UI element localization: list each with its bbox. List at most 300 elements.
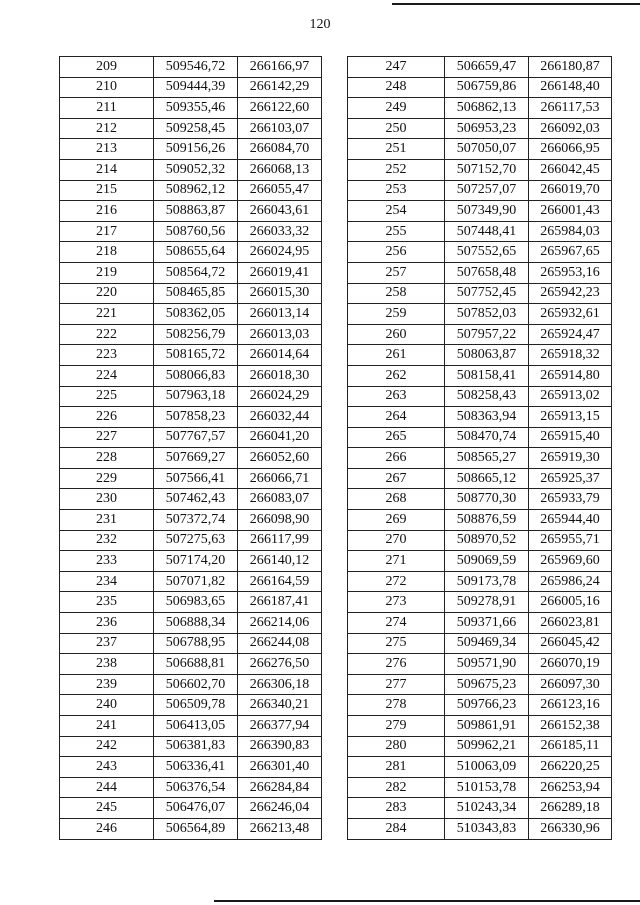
x-coordinate-cell: 510063,09 [445,757,529,778]
table-row [348,221,612,242]
coordinates-table-left [59,56,322,840]
point-number-cell: 251 [348,139,445,160]
y-coordinate-cell: 266284,84 [238,777,322,798]
x-coordinate-cell: 508465,85 [154,283,238,304]
y-coordinate-cell: 266306,18 [238,674,322,695]
table-row [60,613,322,634]
y-coordinate-cell: 266066,71 [238,468,322,489]
x-coordinate-cell: 507858,23 [154,407,238,428]
x-coordinate-cell: 509371,66 [445,613,529,634]
y-coordinate-cell: 266019,41 [238,262,322,283]
y-coordinate-cell: 266377,94 [238,716,322,737]
x-coordinate-cell: 506688,81 [154,654,238,675]
y-coordinate-cell: 265984,03 [529,221,612,242]
x-coordinate-cell: 509766,23 [445,695,529,716]
table-row [60,674,322,695]
table-row [60,324,322,345]
table-row [60,798,322,819]
x-coordinate-cell: 509962,21 [445,736,529,757]
point-number-cell: 255 [348,221,445,242]
y-coordinate-cell: 265919,30 [529,448,612,469]
table-row [348,427,612,448]
x-coordinate-cell: 507462,43 [154,489,238,510]
point-number-cell: 264 [348,407,445,428]
table-row [348,757,612,778]
table-row [60,386,322,407]
table-row [60,98,322,119]
y-coordinate-cell: 266066,95 [529,139,612,160]
x-coordinate-cell: 509156,26 [154,139,238,160]
point-number-cell: 263 [348,386,445,407]
y-coordinate-cell: 265986,24 [529,571,612,592]
table-row [348,283,612,304]
y-coordinate-cell: 266140,12 [238,551,322,572]
table-row [348,592,612,613]
y-coordinate-cell: 266042,45 [529,159,612,180]
point-number-cell: 244 [60,777,154,798]
point-number-cell: 273 [348,592,445,613]
point-number-cell: 237 [60,633,154,654]
x-coordinate-cell: 508760,56 [154,221,238,242]
table-row [348,407,612,428]
y-coordinate-cell: 265933,79 [529,489,612,510]
x-coordinate-cell: 510243,34 [445,798,529,819]
point-number-cell: 280 [348,736,445,757]
table-row [60,57,322,78]
x-coordinate-cell: 508565,27 [445,448,529,469]
x-coordinate-cell: 506509,78 [154,695,238,716]
table-row [60,242,322,263]
y-coordinate-cell: 266289,18 [529,798,612,819]
table-row [348,139,612,160]
point-number-cell: 257 [348,262,445,283]
y-coordinate-cell: 266340,21 [238,695,322,716]
point-number-cell: 245 [60,798,154,819]
y-coordinate-cell: 266390,83 [238,736,322,757]
y-coordinate-cell: 266024,29 [238,386,322,407]
point-number-cell: 270 [348,530,445,551]
x-coordinate-cell: 509278,91 [445,592,529,613]
point-number-cell: 239 [60,674,154,695]
x-coordinate-cell: 508165,72 [154,345,238,366]
x-coordinate-cell: 508470,74 [445,427,529,448]
point-number-cell: 215 [60,180,154,201]
table-row [60,365,322,386]
point-number-cell: 234 [60,571,154,592]
point-number-cell: 271 [348,551,445,572]
y-coordinate-cell: 266148,40 [529,77,612,98]
point-number-cell: 242 [60,736,154,757]
table-row [60,304,322,325]
x-coordinate-cell: 508962,12 [154,180,238,201]
table-row [60,777,322,798]
x-coordinate-cell: 509258,45 [154,118,238,139]
point-number-cell: 274 [348,613,445,634]
point-number-cell: 283 [348,798,445,819]
y-coordinate-cell: 266083,07 [238,489,322,510]
x-coordinate-cell: 508066,83 [154,365,238,386]
x-coordinate-cell: 507752,45 [445,283,529,304]
x-coordinate-cell: 506413,05 [154,716,238,737]
table-row [60,654,322,675]
y-coordinate-cell: 266068,13 [238,159,322,180]
y-coordinate-cell: 265967,65 [529,242,612,263]
table-row [348,448,612,469]
y-coordinate-cell: 266180,87 [529,57,612,78]
x-coordinate-cell: 507372,74 [154,510,238,531]
x-coordinate-cell: 507963,18 [154,386,238,407]
x-coordinate-cell: 509861,91 [445,716,529,737]
point-number-cell: 224 [60,365,154,386]
x-coordinate-cell: 506953,23 [445,118,529,139]
table-row [348,365,612,386]
table-row [60,489,322,510]
point-number-cell: 248 [348,77,445,98]
point-number-cell: 252 [348,159,445,180]
y-coordinate-cell: 266187,41 [238,592,322,613]
table-row [60,818,322,839]
table-row [348,345,612,366]
x-coordinate-cell: 507174,20 [154,551,238,572]
y-coordinate-cell: 266253,94 [529,777,612,798]
x-coordinate-cell: 508655,64 [154,242,238,263]
point-number-cell: 243 [60,757,154,778]
table-row [348,201,612,222]
y-coordinate-cell: 266041,20 [238,427,322,448]
table-row [348,159,612,180]
x-coordinate-cell: 507050,07 [445,139,529,160]
point-number-cell: 227 [60,427,154,448]
point-number-cell: 265 [348,427,445,448]
table-row [348,304,612,325]
table-row [348,818,612,839]
point-number-cell: 259 [348,304,445,325]
x-coordinate-cell: 509571,90 [445,654,529,675]
x-coordinate-cell: 506602,70 [154,674,238,695]
table-row [348,262,612,283]
y-coordinate-cell: 266001,43 [529,201,612,222]
y-coordinate-cell: 266032,44 [238,407,322,428]
point-number-cell: 214 [60,159,154,180]
x-coordinate-cell: 510343,83 [445,818,529,839]
table-row [60,592,322,613]
table-row [60,345,322,366]
x-coordinate-cell: 509675,23 [445,674,529,695]
y-coordinate-cell: 266103,07 [238,118,322,139]
scan-edge-line-bottom [214,900,640,902]
y-coordinate-cell: 266045,42 [529,633,612,654]
x-coordinate-cell: 508665,12 [445,468,529,489]
y-coordinate-cell: 265955,71 [529,530,612,551]
x-coordinate-cell: 509069,59 [445,551,529,572]
page-number: 120 [309,17,331,32]
y-coordinate-cell: 266015,30 [238,283,322,304]
table-row [348,510,612,531]
point-number-cell: 225 [60,386,154,407]
table-row [348,716,612,737]
point-number-cell: 261 [348,345,445,366]
x-coordinate-cell: 510153,78 [445,777,529,798]
point-number-cell: 266 [348,448,445,469]
y-coordinate-cell: 265915,40 [529,427,612,448]
x-coordinate-cell: 507566,41 [154,468,238,489]
y-coordinate-cell: 266142,29 [238,77,322,98]
x-coordinate-cell: 506476,07 [154,798,238,819]
point-number-cell: 213 [60,139,154,160]
x-coordinate-cell: 508258,43 [445,386,529,407]
x-coordinate-cell: 509052,32 [154,159,238,180]
x-coordinate-cell: 507767,57 [154,427,238,448]
x-coordinate-cell: 507071,82 [154,571,238,592]
point-number-cell: 221 [60,304,154,325]
y-coordinate-cell: 266117,99 [238,530,322,551]
point-number-cell: 276 [348,654,445,675]
x-coordinate-cell: 507257,07 [445,180,529,201]
coordinates-table-right [347,56,612,840]
y-coordinate-cell: 265942,23 [529,283,612,304]
point-number-cell: 262 [348,365,445,386]
x-coordinate-cell: 509173,78 [445,571,529,592]
x-coordinate-cell: 509546,72 [154,57,238,78]
x-coordinate-cell: 506376,54 [154,777,238,798]
table-row [348,571,612,592]
x-coordinate-cell: 506983,65 [154,592,238,613]
table-row [348,777,612,798]
y-coordinate-cell: 266018,30 [238,365,322,386]
point-number-cell: 267 [348,468,445,489]
table-row [348,386,612,407]
point-number-cell: 260 [348,324,445,345]
x-coordinate-cell: 509444,39 [154,77,238,98]
table-row [348,77,612,98]
x-coordinate-cell: 506659,47 [445,57,529,78]
y-coordinate-cell: 266214,06 [238,613,322,634]
table-row [60,716,322,737]
y-coordinate-cell: 265914,80 [529,365,612,386]
point-number-cell: 279 [348,716,445,737]
table-row [348,324,612,345]
point-number-cell: 275 [348,633,445,654]
x-coordinate-cell: 508564,72 [154,262,238,283]
y-coordinate-cell: 266246,04 [238,798,322,819]
point-number-cell: 236 [60,613,154,634]
y-coordinate-cell: 265913,15 [529,407,612,428]
x-coordinate-cell: 507349,90 [445,201,529,222]
x-coordinate-cell: 507957,22 [445,324,529,345]
table-row [60,633,322,654]
point-number-cell: 268 [348,489,445,510]
y-coordinate-cell: 266013,03 [238,324,322,345]
x-coordinate-cell: 507669,27 [154,448,238,469]
y-coordinate-cell: 266014,64 [238,345,322,366]
y-coordinate-cell: 266005,16 [529,592,612,613]
point-number-cell: 233 [60,551,154,572]
y-coordinate-cell: 266023,81 [529,613,612,634]
x-coordinate-cell: 506862,13 [445,98,529,119]
point-number-cell: 269 [348,510,445,531]
point-number-cell: 238 [60,654,154,675]
table-row [348,468,612,489]
point-number-cell: 256 [348,242,445,263]
y-coordinate-cell: 265944,40 [529,510,612,531]
point-number-cell: 222 [60,324,154,345]
point-number-cell: 210 [60,77,154,98]
y-coordinate-cell: 266055,47 [238,180,322,201]
x-coordinate-cell: 508770,30 [445,489,529,510]
y-coordinate-cell: 265969,60 [529,551,612,572]
y-coordinate-cell: 266330,96 [529,818,612,839]
y-coordinate-cell: 266123,16 [529,695,612,716]
point-number-cell: 246 [60,818,154,839]
point-number-cell: 230 [60,489,154,510]
table-row [60,736,322,757]
y-coordinate-cell: 265932,61 [529,304,612,325]
table-row [60,510,322,531]
point-number-cell: 235 [60,592,154,613]
x-coordinate-cell: 507552,65 [445,242,529,263]
table-row [348,613,612,634]
point-number-cell: 249 [348,98,445,119]
point-number-cell: 250 [348,118,445,139]
point-number-cell: 258 [348,283,445,304]
table-row [60,551,322,572]
point-number-cell: 232 [60,530,154,551]
x-coordinate-cell: 508970,52 [445,530,529,551]
y-coordinate-cell: 266098,90 [238,510,322,531]
table-row [60,407,322,428]
y-coordinate-cell: 265924,47 [529,324,612,345]
y-coordinate-cell: 265953,16 [529,262,612,283]
y-coordinate-cell: 266097,30 [529,674,612,695]
y-coordinate-cell: 266092,03 [529,118,612,139]
x-coordinate-cell: 506381,83 [154,736,238,757]
y-coordinate-cell: 266043,61 [238,201,322,222]
table-row [348,551,612,572]
x-coordinate-cell: 508863,87 [154,201,238,222]
scan-edge-line-top [392,3,640,5]
y-coordinate-cell: 266052,60 [238,448,322,469]
table-row [60,159,322,180]
point-number-cell: 253 [348,180,445,201]
y-coordinate-cell: 266213,48 [238,818,322,839]
point-number-cell: 277 [348,674,445,695]
x-coordinate-cell: 507852,03 [445,304,529,325]
table-row [60,221,322,242]
point-number-cell: 247 [348,57,445,78]
table-row [348,798,612,819]
x-coordinate-cell: 509355,46 [154,98,238,119]
point-number-cell: 229 [60,468,154,489]
point-number-cell: 241 [60,716,154,737]
table-row [60,201,322,222]
table-row [60,262,322,283]
point-number-cell: 281 [348,757,445,778]
point-number-cell: 284 [348,818,445,839]
y-coordinate-cell: 265925,37 [529,468,612,489]
table-row [348,530,612,551]
x-coordinate-cell: 506336,41 [154,757,238,778]
y-coordinate-cell: 266122,60 [238,98,322,119]
y-coordinate-cell: 266276,50 [238,654,322,675]
x-coordinate-cell: 507275,63 [154,530,238,551]
x-coordinate-cell: 506788,95 [154,633,238,654]
table-row [60,139,322,160]
table-row [60,571,322,592]
y-coordinate-cell: 265918,32 [529,345,612,366]
x-coordinate-cell: 508363,94 [445,407,529,428]
point-number-cell: 231 [60,510,154,531]
y-coordinate-cell: 266019,70 [529,180,612,201]
y-coordinate-cell: 266033,32 [238,221,322,242]
x-coordinate-cell: 508063,87 [445,345,529,366]
table-row [348,180,612,201]
table-row [348,674,612,695]
y-coordinate-cell: 266185,11 [529,736,612,757]
point-number-cell: 226 [60,407,154,428]
point-number-cell: 282 [348,777,445,798]
table-row [60,530,322,551]
y-coordinate-cell: 266152,38 [529,716,612,737]
x-coordinate-cell: 507448,41 [445,221,529,242]
point-number-cell: 217 [60,221,154,242]
x-coordinate-cell: 507658,48 [445,262,529,283]
point-number-cell: 216 [60,201,154,222]
x-coordinate-cell: 508158,41 [445,365,529,386]
x-coordinate-cell: 506759,86 [445,77,529,98]
table-row [60,757,322,778]
y-coordinate-cell: 266024,95 [238,242,322,263]
point-number-cell: 272 [348,571,445,592]
y-coordinate-cell: 266301,40 [238,757,322,778]
point-number-cell: 228 [60,448,154,469]
y-coordinate-cell: 266164,59 [238,571,322,592]
table-row [348,57,612,78]
y-coordinate-cell: 266070,19 [529,654,612,675]
point-number-cell: 209 [60,57,154,78]
table-row [60,180,322,201]
table-row [60,695,322,716]
x-coordinate-cell: 506564,89 [154,818,238,839]
y-coordinate-cell: 265913,02 [529,386,612,407]
y-coordinate-cell: 266244,08 [238,633,322,654]
y-coordinate-cell: 266166,97 [238,57,322,78]
x-coordinate-cell: 508256,79 [154,324,238,345]
y-coordinate-cell: 266013,14 [238,304,322,325]
table-row [60,77,322,98]
point-number-cell: 220 [60,283,154,304]
y-coordinate-cell: 266117,53 [529,98,612,119]
point-number-cell: 219 [60,262,154,283]
table-row [348,633,612,654]
table-row [348,489,612,510]
table-row [348,242,612,263]
x-coordinate-cell: 508876,59 [445,510,529,531]
y-coordinate-cell: 266220,25 [529,757,612,778]
y-coordinate-cell: 266084,70 [238,139,322,160]
x-coordinate-cell: 507152,70 [445,159,529,180]
table-row [348,736,612,757]
point-number-cell: 211 [60,98,154,119]
point-number-cell: 240 [60,695,154,716]
table-row [348,118,612,139]
table-row [60,448,322,469]
point-number-cell: 218 [60,242,154,263]
point-number-cell: 212 [60,118,154,139]
table-row [60,468,322,489]
table-row [60,427,322,448]
table-row [348,695,612,716]
x-coordinate-cell: 509469,34 [445,633,529,654]
